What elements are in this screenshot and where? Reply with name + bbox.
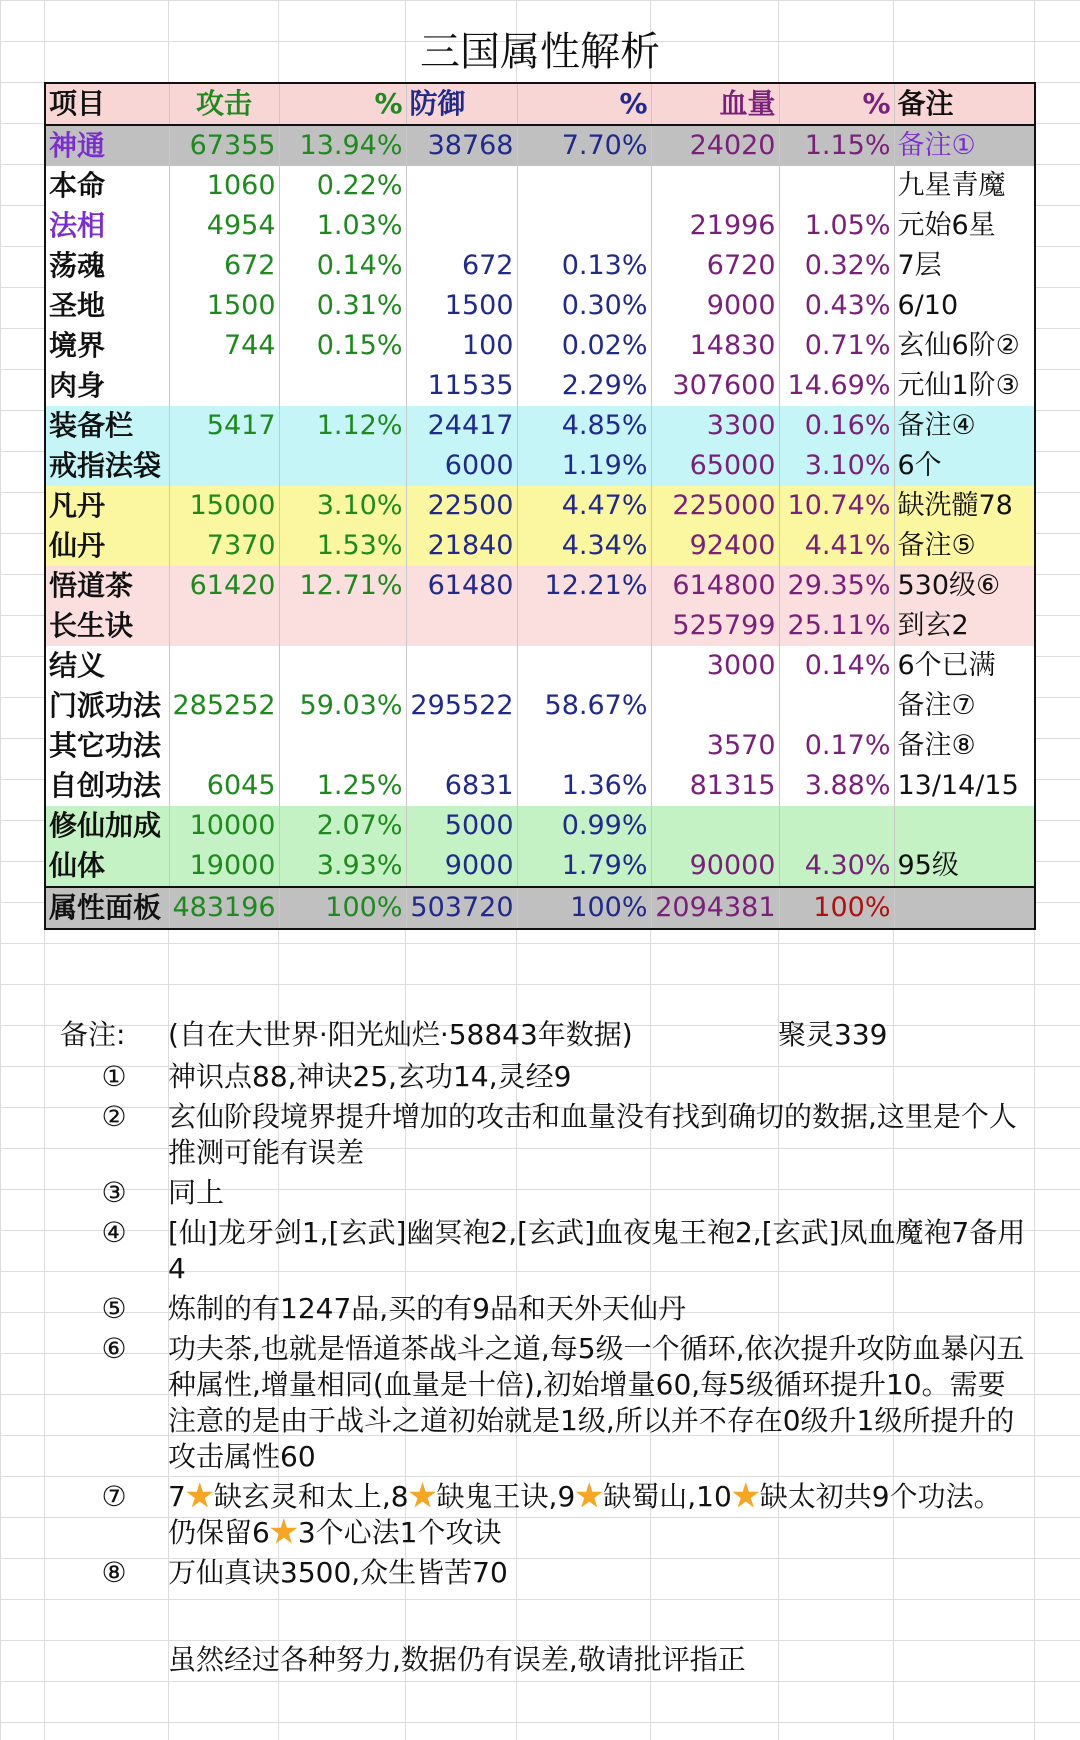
- row-label: 肉身: [45, 366, 169, 406]
- hp-cell: 2094381: [651, 887, 779, 929]
- note-cell: 九星青魔: [894, 166, 1035, 206]
- note-item: [60, 1099, 1030, 1171]
- defense-pct-cell: 1.79%: [517, 846, 651, 887]
- header-hp-pct: %: [779, 83, 894, 125]
- note-cell: 6个已满: [894, 646, 1035, 686]
- attack-cell: 61420: [169, 566, 279, 606]
- attack-cell: [169, 366, 279, 406]
- attack-pct-cell: 0.14%: [279, 246, 406, 286]
- table-row: [45, 246, 1035, 286]
- hp-pct-cell: 25.11%: [779, 606, 894, 646]
- attack-cell: [169, 726, 279, 766]
- note-cell: 备注④: [894, 406, 1035, 446]
- attack-cell: 1060: [169, 166, 279, 206]
- note-marker: ⑤: [101, 1292, 127, 1325]
- attack-pct-cell: 1.53%: [279, 526, 406, 566]
- row-label: 荡魂: [45, 246, 169, 286]
- star-icon: [186, 1482, 214, 1510]
- defense-cell: 9000: [406, 846, 517, 887]
- row-label: 圣地: [45, 286, 169, 326]
- defense-cell: 11535: [406, 366, 517, 406]
- attack-pct-cell: 3.93%: [279, 846, 406, 887]
- hp-pct-cell: 14.69%: [779, 366, 894, 406]
- note-cell: 元仙1阶③: [894, 366, 1035, 406]
- attack-pct-cell: 12.71%: [279, 566, 406, 606]
- note-marker: ⑥: [101, 1332, 127, 1365]
- attack-cell: 10000: [169, 806, 279, 846]
- hp-cell: [651, 166, 779, 206]
- hp-pct-cell: 0.17%: [779, 726, 894, 766]
- note-cell: 备注①: [894, 125, 1035, 166]
- note-fragment: 缺太初共9个功法。仍保留6: [168, 1480, 1002, 1549]
- table-row: [45, 606, 1035, 646]
- note-fragment: 7: [168, 1480, 186, 1513]
- hp-pct-cell: [779, 686, 894, 726]
- row-label: 戒指法袋: [45, 446, 169, 486]
- note-fragment: 缺玄灵和太上,8: [213, 1480, 409, 1513]
- row-label: 长生诀: [45, 606, 169, 646]
- attack-pct-cell: 1.25%: [279, 766, 406, 806]
- notes-header: [60, 1015, 1030, 1055]
- hp-cell: 614800: [651, 566, 779, 606]
- hp-cell: 90000: [651, 846, 779, 887]
- defense-cell: 61480: [406, 566, 517, 606]
- table-row: [45, 566, 1035, 606]
- row-label: 仙体: [45, 846, 169, 887]
- hp-pct-cell: 0.71%: [779, 326, 894, 366]
- hp-pct-cell: [779, 166, 894, 206]
- defense-cell: 6831: [406, 766, 517, 806]
- note-cell: 备注⑤: [894, 526, 1035, 566]
- attack-pct-cell: [279, 606, 406, 646]
- note-fragment: 缺鬼王诀,9: [436, 1480, 576, 1513]
- note-fragment: 缺蜀山,10: [603, 1480, 732, 1513]
- note-marker: ⑧: [101, 1556, 127, 1589]
- note-item: [60, 1291, 1030, 1327]
- defense-cell: 5000: [406, 806, 517, 846]
- defense-cell: [406, 166, 517, 206]
- table-row: [45, 887, 1035, 929]
- note-text: 同上: [168, 1176, 225, 1209]
- table-row: [45, 446, 1035, 486]
- table-row: [45, 526, 1035, 566]
- defense-cell: 38768: [406, 125, 517, 166]
- defense-cell: 1500: [406, 286, 517, 326]
- attack-pct-cell: 1.03%: [279, 206, 406, 246]
- table-row: [45, 206, 1035, 246]
- table-row: [45, 366, 1035, 406]
- attack-cell: [169, 646, 279, 686]
- attack-pct-cell: 2.07%: [279, 806, 406, 846]
- table-row: [45, 326, 1035, 366]
- row-label: 自创功法: [45, 766, 169, 806]
- note-item: [60, 1479, 1030, 1551]
- defense-cell: 295522: [406, 686, 517, 726]
- defense-pct-cell: [517, 206, 651, 246]
- attack-pct-cell: 59.03%: [279, 686, 406, 726]
- hp-cell: 65000: [651, 446, 779, 486]
- attack-cell: 483196: [169, 887, 279, 929]
- attack-cell: 19000: [169, 846, 279, 887]
- hp-pct-cell: [779, 806, 894, 846]
- note-marker: ③: [101, 1176, 127, 1209]
- note-cell: 玄仙6阶②: [894, 326, 1035, 366]
- table-row: [45, 286, 1035, 326]
- note-cell: 元始6星: [894, 206, 1035, 246]
- row-label: 结义: [45, 646, 169, 686]
- attack-cell: [169, 606, 279, 646]
- defense-pct-cell: 1.36%: [517, 766, 651, 806]
- hp-pct-cell: 1.15%: [779, 125, 894, 166]
- defense-pct-cell: 4.47%: [517, 486, 651, 526]
- defense-pct-cell: 100%: [517, 887, 651, 929]
- attack-cell: [169, 446, 279, 486]
- header-note: 备注: [894, 83, 1035, 125]
- row-label: 属性面板: [45, 887, 169, 929]
- note-cell: [894, 887, 1035, 929]
- note-marker: ⑦: [101, 1480, 127, 1513]
- defense-pct-cell: 0.99%: [517, 806, 651, 846]
- header-attack: 攻击: [169, 83, 279, 125]
- hp-pct-cell: 3.88%: [779, 766, 894, 806]
- defense-pct-cell: 4.85%: [517, 406, 651, 446]
- attack-cell: 285252: [169, 686, 279, 726]
- attribute-table: [44, 82, 1036, 930]
- hp-cell: 9000: [651, 286, 779, 326]
- note-text: 神识点88,神诀25,玄功14,灵经9: [168, 1060, 572, 1093]
- hp-pct-cell: 4.30%: [779, 846, 894, 887]
- row-label: 法相: [45, 206, 169, 246]
- star-icon: [409, 1482, 437, 1510]
- hp-pct-cell: 100%: [779, 887, 894, 929]
- note-item: [60, 1215, 1030, 1287]
- attack-pct-cell: 100%: [279, 887, 406, 929]
- attack-cell: 67355: [169, 125, 279, 166]
- defense-cell: 22500: [406, 486, 517, 526]
- hp-cell: 6720: [651, 246, 779, 286]
- header-item: 项目: [45, 83, 169, 125]
- note-cell: 缺洗髓78: [894, 486, 1035, 526]
- defense-pct-cell: 0.13%: [517, 246, 651, 286]
- attack-cell: 7370: [169, 526, 279, 566]
- table-row: [45, 166, 1035, 206]
- defense-pct-cell: [517, 646, 651, 686]
- hp-cell: 24020: [651, 125, 779, 166]
- note-marker: ④: [101, 1216, 127, 1249]
- defense-pct-cell: 58.67%: [517, 686, 651, 726]
- note-item: [60, 1059, 1030, 1095]
- attack-pct-cell: 0.15%: [279, 326, 406, 366]
- hp-cell: 92400: [651, 526, 779, 566]
- hp-pct-cell: 29.35%: [779, 566, 894, 606]
- star-icon: [732, 1482, 760, 1510]
- defense-cell: [406, 606, 517, 646]
- defense-pct-cell: 0.30%: [517, 286, 651, 326]
- defense-cell: 24417: [406, 406, 517, 446]
- hp-cell: 525799: [651, 606, 779, 646]
- hp-pct-cell: 3.10%: [779, 446, 894, 486]
- note-cell: 530级⑥: [894, 566, 1035, 606]
- note-marker: ①: [101, 1060, 127, 1093]
- header-defense-pct: %: [517, 83, 651, 125]
- defense-pct-cell: [517, 606, 651, 646]
- note-item: [60, 1555, 1030, 1591]
- defense-pct-cell: 12.21%: [517, 566, 651, 606]
- notes-extra: 聚灵339: [778, 1018, 888, 1051]
- attack-cell: 6045: [169, 766, 279, 806]
- hp-cell: 3300: [651, 406, 779, 446]
- note-cell: [894, 806, 1035, 846]
- hp-pct-cell: 0.14%: [779, 646, 894, 686]
- note-cell: 备注⑦: [894, 686, 1035, 726]
- row-label: 境界: [45, 326, 169, 366]
- defense-pct-cell: 7.70%: [517, 125, 651, 166]
- table-row: [45, 406, 1035, 446]
- table-row: [45, 726, 1035, 766]
- attack-cell: 15000: [169, 486, 279, 526]
- hp-cell: 225000: [651, 486, 779, 526]
- attack-cell: 5417: [169, 406, 279, 446]
- attack-cell: 744: [169, 326, 279, 366]
- hp-pct-cell: 10.74%: [779, 486, 894, 526]
- note-cell: 6个: [894, 446, 1035, 486]
- defense-pct-cell: 0.02%: [517, 326, 651, 366]
- note-text: 玄仙阶段境界提升增加的攻击和血量没有找到确切的数据,这里是个人推测可能有误差: [168, 1100, 1017, 1169]
- hp-cell: 307600: [651, 366, 779, 406]
- hp-pct-cell: 0.43%: [779, 286, 894, 326]
- notes-source: (自在大世界·阳光灿烂·58843年数据): [168, 1018, 633, 1051]
- attack-pct-cell: 0.22%: [279, 166, 406, 206]
- defense-cell: 672: [406, 246, 517, 286]
- note-cell: 7层: [894, 246, 1035, 286]
- attack-pct-cell: 1.12%: [279, 406, 406, 446]
- header-row: [45, 83, 1035, 125]
- note-cell: 95级: [894, 846, 1035, 887]
- row-label: 门派功法: [45, 686, 169, 726]
- row-label: 修仙加成: [45, 806, 169, 846]
- defense-cell: 6000: [406, 446, 517, 486]
- note-text: 功夫茶,也就是悟道茶战斗之道,每5级一个循环,依次提升攻防血暴闪五种属性,增量相同(血量是十倍),初始增量60,每5级循环提升10。需要注意的是由于战斗之道初始就是1级,所以并不存在0级升1级所提升的攻击属性60: [168, 1332, 1025, 1473]
- footer-text: 虽然经过各种努力,数据仍有误差,敬请批评指正: [168, 1643, 746, 1676]
- table-row: [45, 125, 1035, 166]
- note-cell: 13/14/15: [894, 766, 1035, 806]
- hp-cell: 14830: [651, 326, 779, 366]
- hp-cell: 21996: [651, 206, 779, 246]
- defense-cell: 100: [406, 326, 517, 366]
- header-hp: 血量: [651, 83, 779, 125]
- table-row: [45, 686, 1035, 726]
- table-row: [45, 486, 1035, 526]
- hp-cell: 3570: [651, 726, 779, 766]
- note-fragment: 3个心法1个攻诀: [297, 1516, 502, 1549]
- hp-cell: [651, 686, 779, 726]
- hp-pct-cell: 4.41%: [779, 526, 894, 566]
- defense-cell: [406, 206, 517, 246]
- table-row: [45, 846, 1035, 887]
- hp-cell: [651, 806, 779, 846]
- page-title: 三国属性解析: [420, 29, 660, 75]
- attack-cell: 4954: [169, 206, 279, 246]
- note-text: [仙]龙牙剑1,[玄武]幽冥袍2,[玄武]血夜鬼王袍2,[玄武]凤血魔袍7备用4: [168, 1216, 1026, 1285]
- note-text: [168, 1479, 1030, 1551]
- note-cell: 到玄2: [894, 606, 1035, 646]
- defense-pct-cell: [517, 726, 651, 766]
- defense-cell: 21840: [406, 526, 517, 566]
- row-label: 悟道茶: [45, 566, 169, 606]
- star-icon: [270, 1518, 298, 1546]
- header-attack-pct: %: [279, 83, 406, 125]
- attack-pct-cell: 0.31%: [279, 286, 406, 326]
- defense-pct-cell: 1.19%: [517, 446, 651, 486]
- note-text: 炼制的有1247品,买的有9品和天外天仙丹: [168, 1292, 686, 1325]
- note-text: 万仙真诀3500,众生皆苦70: [168, 1556, 508, 1589]
- star-icon: [575, 1482, 603, 1510]
- row-label: 本命: [45, 166, 169, 206]
- row-label: 装备栏: [45, 406, 169, 446]
- hp-pct-cell: 0.32%: [779, 246, 894, 286]
- attack-pct-cell: [279, 646, 406, 686]
- defense-pct-cell: 4.34%: [517, 526, 651, 566]
- attack-pct-cell: [279, 446, 406, 486]
- note-item: [60, 1331, 1030, 1475]
- attack-pct-cell: [279, 366, 406, 406]
- notes-section: [60, 1015, 1030, 1591]
- attack-cell: 1500: [169, 286, 279, 326]
- header-defense: 防御: [406, 83, 517, 125]
- defense-pct-cell: 2.29%: [517, 366, 651, 406]
- table-row: [45, 766, 1035, 806]
- note-cell: 6/10: [894, 286, 1035, 326]
- row-label: 仙丹: [45, 526, 169, 566]
- defense-cell: [406, 726, 517, 766]
- note-item: [60, 1175, 1030, 1211]
- attack-pct-cell: 13.94%: [279, 125, 406, 166]
- attack-cell: 672: [169, 246, 279, 286]
- notes-label: 备注:: [60, 1018, 126, 1051]
- defense-cell: 503720: [406, 887, 517, 929]
- hp-pct-cell: 0.16%: [779, 406, 894, 446]
- defense-pct-cell: [517, 166, 651, 206]
- hp-pct-cell: 1.05%: [779, 206, 894, 246]
- table-row: [45, 806, 1035, 846]
- row-label: 凡丹: [45, 486, 169, 526]
- attack-pct-cell: 3.10%: [279, 486, 406, 526]
- attack-pct-cell: [279, 726, 406, 766]
- row-label: 神通: [45, 125, 169, 166]
- row-label: 其它功法: [45, 726, 169, 766]
- hp-cell: 81315: [651, 766, 779, 806]
- hp-cell: 3000: [651, 646, 779, 686]
- note-marker: ②: [101, 1100, 127, 1133]
- defense-cell: [406, 646, 517, 686]
- note-cell: 备注⑧: [894, 726, 1035, 766]
- table-row: [45, 646, 1035, 686]
